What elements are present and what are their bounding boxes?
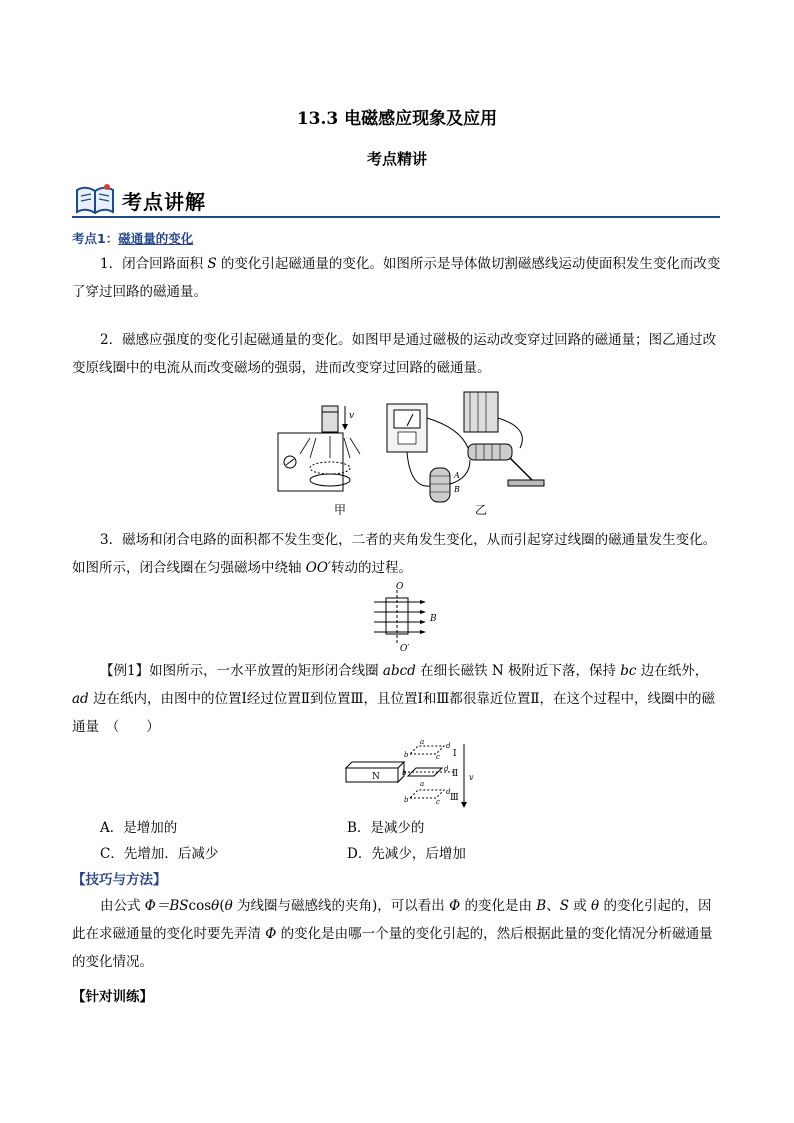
option-D[interactable]: D．先减少，后增加 (347, 846, 466, 862)
tips-f3: θ (224, 898, 233, 914)
tips-paragraph (72, 892, 722, 976)
p1-text-b: 的变化引起磁通量的变化。如图所示是导体做切割磁感线运动使面积发生变化而改变了穿过回路的磁通量。 (72, 256, 721, 300)
page-subtitle: 考点精讲 (366, 150, 427, 168)
label-v: v (349, 411, 355, 421)
figure-jia-yi (270, 388, 550, 518)
page-title: 13.3 电磁感应现象及应用 (296, 109, 498, 129)
section-heading: 考点讲解 (122, 190, 206, 214)
key-point-prefix: 考点1： (72, 231, 119, 246)
tips-f5: B (536, 898, 547, 914)
option-B[interactable]: B．是减少的 (347, 820, 425, 836)
coil-label-d1: d (446, 742, 451, 750)
tips-t6: 、 (546, 898, 560, 914)
ex1-text-a: 【例1】如图所示，一水平放置的矩形闭合线圈 (100, 663, 383, 679)
ex1-text-c: 边在纸外， (636, 663, 709, 679)
paragraph-1 (72, 250, 722, 306)
tips-t3: ( (219, 898, 225, 914)
position-I: Ⅰ (453, 749, 457, 759)
section-header (72, 180, 720, 220)
figure-yi (387, 392, 544, 517)
training-heading: 【针对训练】 (72, 989, 153, 1005)
figure-rotating-coil (364, 580, 454, 652)
ex1-var-bc: bc (620, 663, 637, 679)
figure-magnet-coil (342, 738, 492, 810)
tips-t7: 或 (568, 898, 592, 914)
option-A[interactable]: A．是增加的 (100, 820, 178, 836)
coil-label-b1: b (404, 751, 409, 759)
coil-label-d2: d (444, 765, 449, 773)
tips-f8: Φ (265, 926, 277, 942)
label-B: B (454, 485, 460, 494)
coil-label-a3: a (420, 780, 425, 788)
open-book-icon (74, 182, 116, 216)
label-O: O (396, 582, 404, 592)
ex1-text-b: 在细长磁铁 N 极附近下落，保持 (415, 663, 621, 679)
key-point-label (72, 229, 193, 247)
p1-text-a: 1．闭合回路面积 (100, 256, 208, 272)
tips-f7: θ (591, 898, 600, 914)
tips-f6: S (559, 898, 569, 914)
option-C[interactable]: C．先增加．后减少 (100, 846, 219, 862)
section-divider (72, 216, 720, 218)
tips-t9: 的变化是由哪一个量的变化引起的，然后根据此量的变化情况分析磁通量的变化情况。 (72, 926, 713, 970)
tips-f2: θ (211, 898, 220, 914)
p3-var: OO′ (305, 560, 331, 576)
p3-text-b: 转动的过程。 (331, 560, 412, 576)
caption-yi: 乙 (475, 503, 488, 517)
tips-t4: 为线圈与磁感线的夹角)，可以看出 (232, 898, 450, 914)
p3-text-a: 3．磁场和闭合电路的面积都不发生变化，二者的夹角发生变化，从而引起穿过线圈的磁通量发生变化。如图所示，闭合线圈在匀强磁场中绕轴 (72, 532, 717, 576)
tips-t5: 的变化是由 (460, 898, 537, 914)
paragraph-2: 2．磁感应强度的变化引起磁通量的变化。如图甲是通过磁极的运动改变穿过回路的磁通量；图乙通过改变原线圈中的电流从而改变磁场的强弱，进而改变穿过回路的磁通量。 (72, 332, 717, 376)
label-A: A (454, 471, 460, 480)
coil-label-b3: b (404, 796, 409, 804)
ex1-text-d: 边在纸内，由图中的位置Ⅰ经过位置Ⅱ到位置Ⅲ，且位置Ⅰ和Ⅲ都很靠近位置Ⅱ，在这个过程中，线圈中的磁通量 （ ） (72, 691, 716, 735)
velocity-label: v (469, 773, 474, 782)
coil-label-a1: a (420, 738, 425, 746)
ex1-var-ad: ad (72, 691, 89, 707)
coil-label-d3: d (446, 788, 451, 796)
paragraph-3 (72, 526, 722, 582)
example-1 (72, 657, 722, 741)
p1-var: S (207, 256, 217, 272)
label-O-prime: O′ (400, 644, 410, 652)
coil-label-c3: c (436, 798, 440, 806)
tips-t8: 的变化引起的，因此在求磁通量的变化时要先弄清 (72, 898, 712, 942)
ex1-var-abcd: abcd (382, 663, 416, 679)
tips-f4: Φ (449, 898, 461, 914)
label-B-field: B (430, 614, 437, 624)
position-III: Ⅲ (450, 793, 459, 803)
key-point-topic: 磁通量的变化 (118, 231, 194, 246)
magnet-N-label: N (372, 772, 380, 782)
tips-t2: cos (188, 898, 212, 914)
tips-f1: Φ＝BS (144, 898, 189, 914)
position-II: Ⅱ (452, 769, 459, 779)
coil-label-b2: b (402, 769, 407, 777)
figure-jia (278, 406, 360, 517)
caption-jia: 甲 (334, 503, 347, 517)
coil-label-c1: c (436, 753, 440, 761)
tips-heading: 【技巧与方法】 (72, 872, 167, 888)
tips-t1: 由公式 (100, 898, 145, 914)
